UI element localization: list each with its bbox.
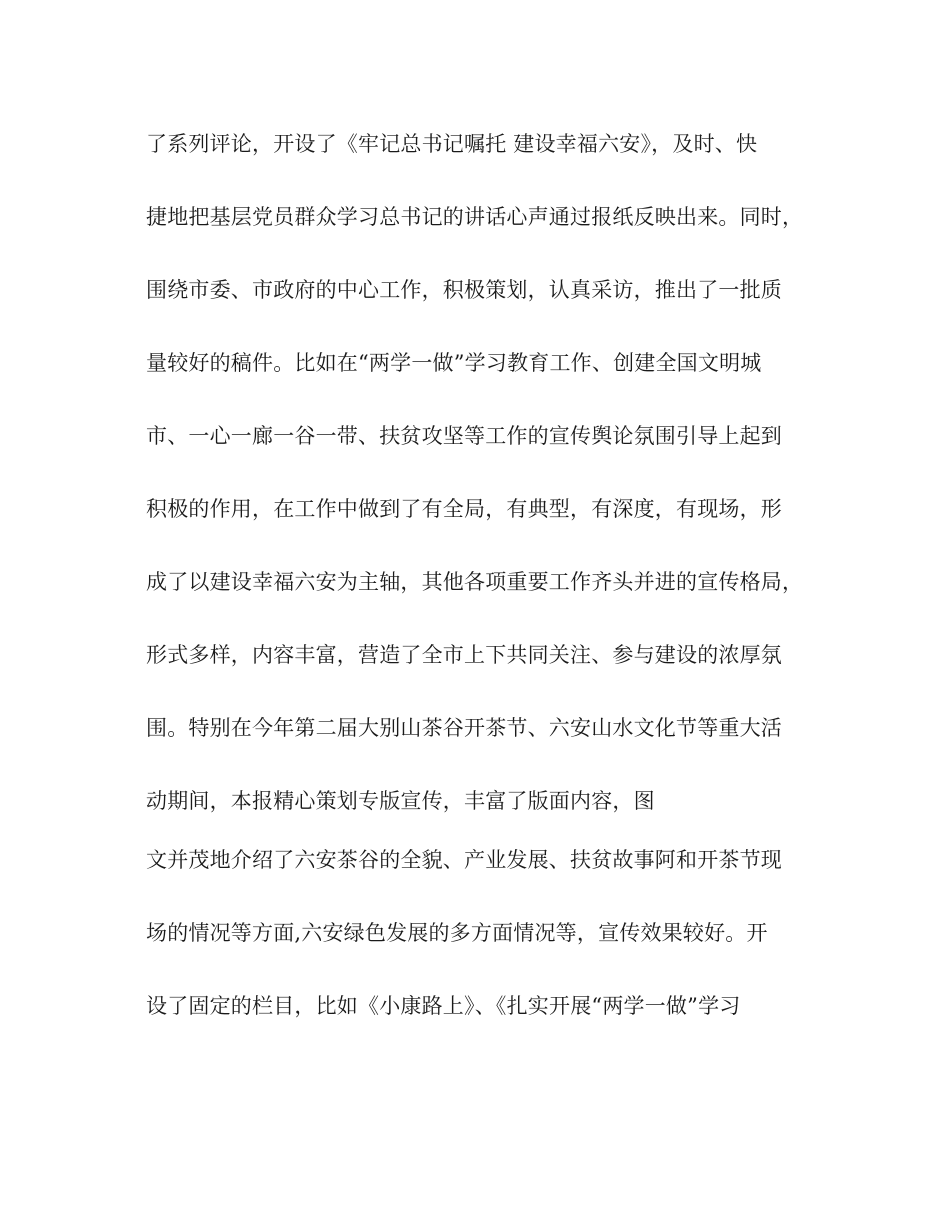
text-line-11: 文并茂地介绍了六安茶谷的全貌、产业发展、扶贫故事阿和开茶节现 bbox=[146, 848, 782, 872]
text-line-3: 围绕市委、市政府的中心工作，积极策划，认真采访，推出了一批质 bbox=[146, 278, 782, 302]
text-line-8: 形式多样，内容丰富，营造了全市上下共同关注、参与建设的浓厚氛 bbox=[146, 643, 782, 667]
text-line-4: 量较好的稿件。比如在“两学一做”学习教育工作、创建全国文明城 bbox=[146, 351, 762, 375]
text-line-10: 动期间，本报精心策划专版宣传，丰富了版面内容，图 bbox=[146, 789, 655, 813]
text-line-6: 积极的作用，在工作中做到了有全局，有典型，有深度，有现场，形 bbox=[146, 497, 782, 521]
text-line-13: 设了固定的栏目，比如《小康路上》、《扎实开展“两学一做”学习 bbox=[146, 994, 741, 1018]
text-line-7: 成了以建设幸福六安为主轴，其他各项重要工作齐头并进的宣传格局， bbox=[146, 570, 804, 594]
text-line-12: 场的情况等方面,六安绿色发展的多方面情况等，宣传效果较好。开 bbox=[146, 921, 768, 945]
text-line-5: 市、一心一廊一谷一带、扶贫攻坚等工作的宣传舆论氛围引导上起到 bbox=[146, 424, 782, 448]
text-line-9: 围。特别在今年第二届大别山茶谷开茶节、六安山水文化节等重大活 bbox=[146, 716, 782, 740]
text-line-1: 了系列评论，开设了《牢记总书记嘱托 建设幸福六安》，及时、快 bbox=[146, 132, 758, 156]
text-line-2: 捷地把基层党员群众学习总书记的讲话心声通过报纸反映出来。同时， bbox=[146, 205, 804, 229]
